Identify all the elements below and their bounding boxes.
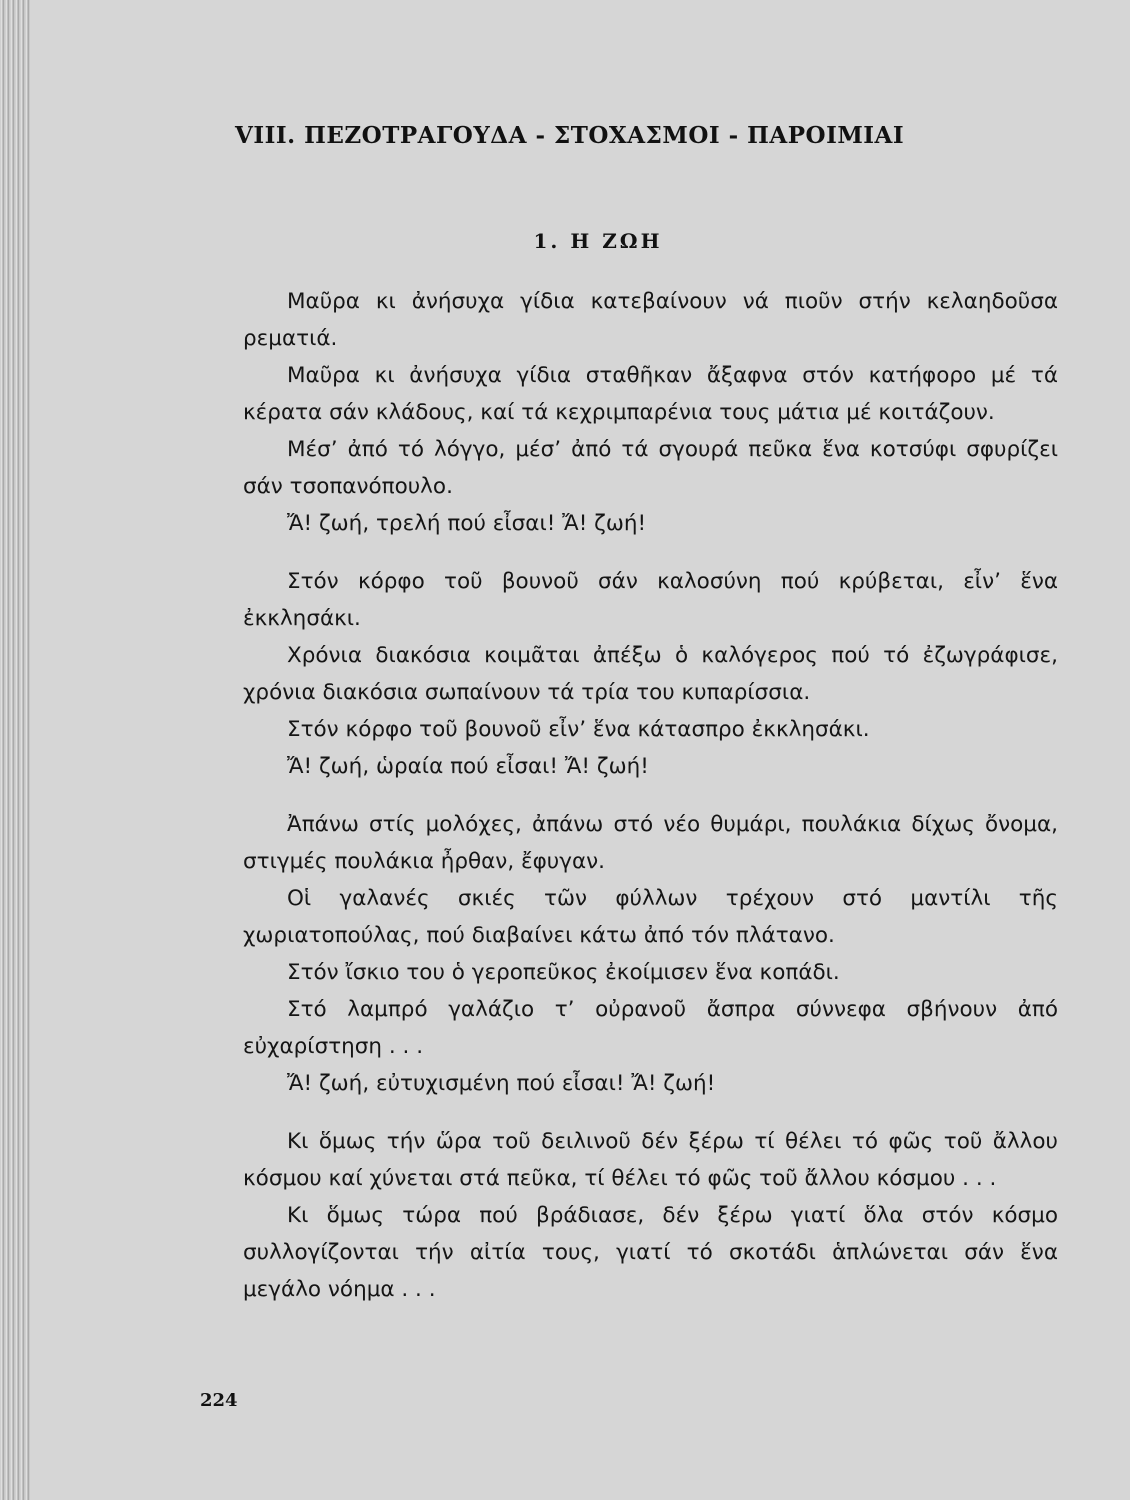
book-page-edges — [0, 0, 34, 1500]
paragraph: Μέσ’ ἀπό τό λόγγο, μέσ’ ἀπό τά σγουρά πεῦκα ἕνα κοτσύφι σφυρίζει σάν τσοπανόπουλο. — [243, 437, 1058, 499]
paragraph: Στό λαμπρό γαλάζιο τ’ οὐρανοῦ ἄσπρα σύννεφα σβήνουν ἀπό εὐχαρίστηση . . . — [243, 997, 1058, 1059]
chapter-heading: VIII. ΠΕΖΟΤΡΑΓΟΥΔΑ - ΣΤΟΧΑΣΜΟΙ - ΠΑΡΟΙΜΙΑΙ — [235, 122, 905, 149]
paragraph: Μαῦρα κι ἀνήσυχα γίδια σταθῆκαν ἄξαφνα στόν κατήφορο μέ τά κέρατα σάν κλάδους, καί τά κεχριμπαρένια τους μάτια μέ κοιτάζουν. — [243, 363, 1058, 425]
paragraph: Ἄ! ζωή, εὐτυχισμένη πού εἶσαι! Ἄ! ζωή! — [287, 1071, 716, 1096]
paragraph: Χρόνια διακόσια κοιμᾶται ἀπέξω ὁ καλόγερος πού τό ἐζωγράφισε, χρόνια διακόσια σωπαίνουν τά τρία του κυπαρίσσια. — [243, 643, 1058, 705]
section-heading: 1. Η ΖΩΗ — [533, 229, 663, 253]
paragraph: Μαῦρα κι ἀνήσυχα γίδια κατεβαίνουν νά πιοῦν στήν κελαηδοῦσα ρεματιά. — [243, 289, 1058, 351]
paragraph: Στόν κόρφο τοῦ βουνοῦ εἶν’ ἕνα κάτασπρο ἐκκλησάκι. — [287, 717, 870, 742]
body-text — [243, 283, 1058, 1308]
paragraph: Ἀπάνω στίς μολόχες, ἀπάνω στό νέο θυμάρι, πουλάκια δίχως ὄνομα, στιγμές πουλάκια ἦρθαν, ἔφυγαν. — [243, 812, 1058, 874]
paragraph: Κι ὅμως τώρα πού βράδιασε, δέν ξέρω γιατί ὅλα στόν κόσμο συλλογίζονται τήν αἰτία τους, γιατί τό σκοτάδι ἁπλώνεται σάν ἕνα μεγάλο νόημα . . . — [243, 1203, 1058, 1302]
book-page — [30, 0, 1130, 1500]
paragraph: Ἄ! ζωή, ὡραία πού εἶσαι! Ἄ! ζωή! — [287, 754, 649, 779]
paragraph: Οἱ γαλανές σκιές τῶν φύλλων τρέχουν στό μαντίλι τῆς χωριατοπούλας, πού διαβαίνει κάτω ἀπό τόν πλάτανο. — [243, 886, 1058, 948]
page-number: 224 — [200, 1390, 238, 1411]
paragraph: Ἄ! ζωή, τρελή πού εἶσαι! Ἄ! ζωή! — [287, 511, 647, 536]
paragraph: Κι ὅμως τήν ὥρα τοῦ δειλινοῦ δέν ξέρω τί θέλει τό φῶς τοῦ ἄλλου κόσμου καί χύνεται στά πεῦκα, τί θέλει τό φῶς τοῦ ἄλλου κόσμου . . . — [243, 1129, 1058, 1191]
paragraph: Στόν κόρφο τοῦ βουνοῦ σάν καλοσύνη πού κρύβεται, εἶν’ ἕνα ἐκκλησάκι. — [243, 569, 1058, 631]
paragraph: Στόν ἴσκιο του ὁ γεροπεῦκος ἐκοίμισεν ἕνα κοπάδι. — [287, 960, 840, 985]
